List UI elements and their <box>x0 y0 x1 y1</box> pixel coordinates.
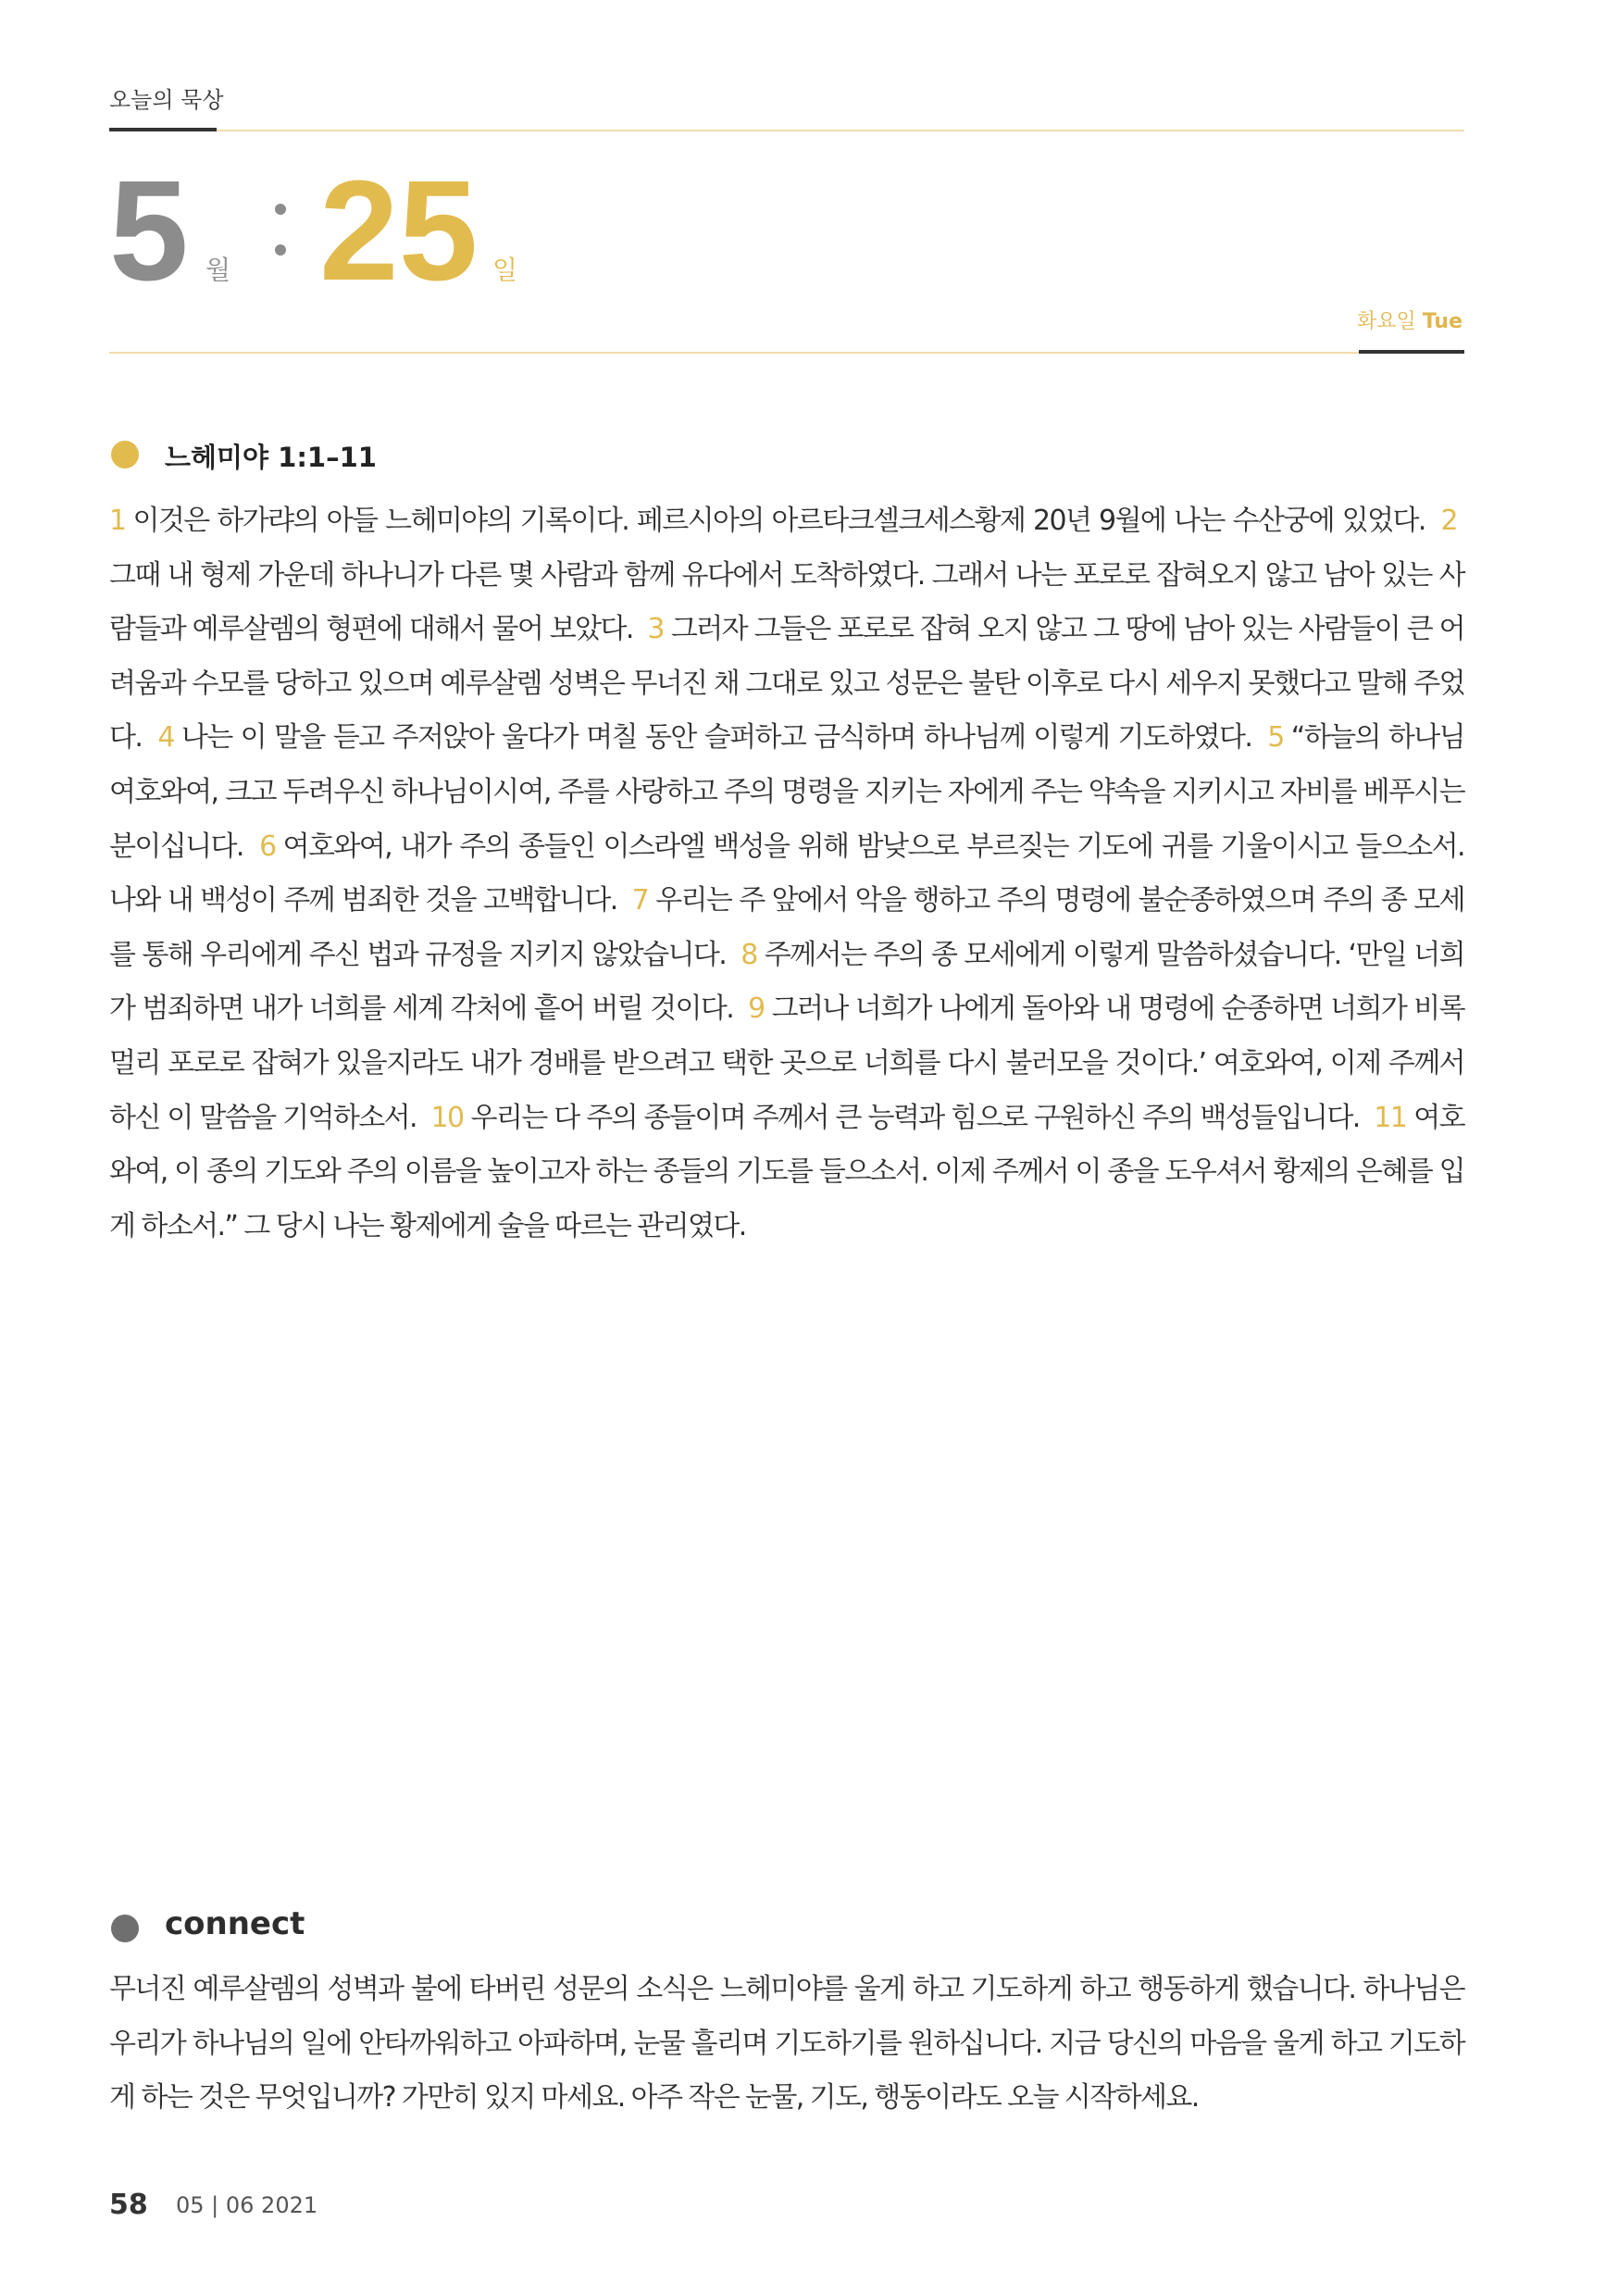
verse-number: 2 <box>1440 505 1457 537</box>
date-separator-dot <box>275 244 286 256</box>
verse-text: 여호와여, 내가 주의 종들인 이스라엘 백성을 위해 밤낮으로 부르짖는 기도에 귀를 기울이시고 들으소서. 나와 내 백성이 주께 범죄한 것을 고백합니다. <box>109 830 1464 917</box>
verse-text: 이것은 하가랴의 아들 느헤미야의 기록이다. 페르시아의 아르타크셀크세스황제 20년 9월에 나는 수산궁에 있었다. <box>132 505 1425 537</box>
verse-number: 3 <box>647 613 664 646</box>
passage-text <box>109 494 1464 1254</box>
weekday-korean: 화요일 <box>1357 310 1416 333</box>
day-number: 25 <box>319 151 479 310</box>
verse-number: 6 <box>259 830 276 863</box>
weekday-label <box>1357 306 1462 334</box>
section-label-underline <box>109 128 217 131</box>
verse-number: 7 <box>631 884 649 917</box>
month-number: 5 <box>109 151 189 310</box>
verse-text: 우리는 주 앞에서 악을 행하고 주의 명령에 불순종하였으며 주의 종 모세를 통해 우리에게 주신 법과 규정을 지키지 않았습니다. <box>109 884 1464 971</box>
date-separator-dot <box>275 204 286 215</box>
issue-date: 05 | 06 2021 <box>176 2192 318 2218</box>
verse-text: 우리는 다 주의 종들이며 주께서 큰 능력과 힘으로 구원하신 주의 백성들입니다. <box>470 1101 1360 1134</box>
verse-number: 11 <box>1374 1101 1407 1134</box>
day-unit: 일 <box>492 255 518 285</box>
connect-text: 무너진 예루살렘의 성벽과 불에 타버린 성문의 소식은 느헤미야를 울게 하고 기도하게 하고 행동하게 했습니다. 하나님은 우리가 하나님의 일에 안타까워하고 아파하며, 눈물 흘리며 기도하기를 원하십니다. 지금 당신의 마음을 울게 하고 기도하게 하는 것은 무엇입니까? 가만히 있지 마세요. 아주 작은 눈물, 기도, 행동이라도 오늘 시작하세요. <box>109 1973 1464 2115</box>
verse-text: 여호와여, 이 종의 기도와 주의 이름을 높이고자 하는 종들의 기도를 들으소서. 이제 주께서 이 종을 도우셔서 황제의 은혜를 입게 하소서.” 그 당시 나는 황제에게 술을 따르는 관리였다. <box>109 1101 1464 1242</box>
verse-number: 4 <box>157 721 174 755</box>
verse-number: 5 <box>1267 721 1284 755</box>
verse-text: 그러나 너희가 나에게 돌아와 내 명령에 순종하면 너희가 비록 멀리 포로로 잡혀가 있을지라도 내가 경배를 받으려고 택한 곳으로 너희를 다시 불러모을 것이다.’ 여호와여, 이제 주께서 하신 이 말씀을 기억하소서. <box>109 992 1464 1134</box>
page-number: 58 <box>109 2189 148 2221</box>
verse-number: 9 <box>748 992 765 1026</box>
weekday-english: Tue <box>1422 310 1462 333</box>
verse-text: 그러자 그들은 포로로 잡혀 오지 않고 그 땅에 남아 있는 사람들이 큰 어려움과 수모를 당하고 있으며 예루살렘 성벽은 무너진 채 그대로 있고 성문은 불탄 이후로 다시 세우지 못했다고 말해 주었다. <box>109 613 1465 755</box>
verse-number: 1 <box>109 505 126 537</box>
verse-text: 나는 이 말을 듣고 주저앉아 울다가 며칠 동안 슬퍼하고 금식하며 하나님께 이렇게 기도하였다. <box>180 721 1252 755</box>
verse-text: 주께서는 주의 종 모세에게 이렇게 말씀하셨습니다. ‘만일 너희가 범죄하면 내가 너희를 세계 각처에 흩어 버릴 것이다. <box>109 938 1465 1026</box>
passage-bullet-icon <box>111 441 139 468</box>
month-unit: 월 <box>205 255 231 285</box>
passage-reference: 느헤미야 1:1–11 <box>165 442 377 473</box>
weekday-underline <box>1359 350 1464 354</box>
date-divider <box>109 352 1359 354</box>
connect-bullet-icon <box>111 1915 139 1942</box>
header-divider <box>217 130 1464 131</box>
verse-number: 10 <box>430 1101 464 1134</box>
connect-heading: connect <box>165 1905 305 1942</box>
verse-number: 8 <box>741 938 757 971</box>
verse-text: 그때 내 형제 가운데 하나니가 다른 몇 사람과 함께 유다에서 도착하였다. 그래서 나는 포로로 잡혀오지 않고 남아 있는 사람들과 예루살렘의 형편에 대해서 물어 보았다. <box>109 558 1464 646</box>
section-label: 오늘의 묵상 <box>109 87 224 113</box>
verse-text: “하늘의 하나님 여호와여, 크고 두려우신 하나님이시여, 주를 사랑하고 주의 명령을 지키는 자에게 주는 약속을 지키시고 자비를 베푸시는 분이십니다. <box>109 721 1465 863</box>
